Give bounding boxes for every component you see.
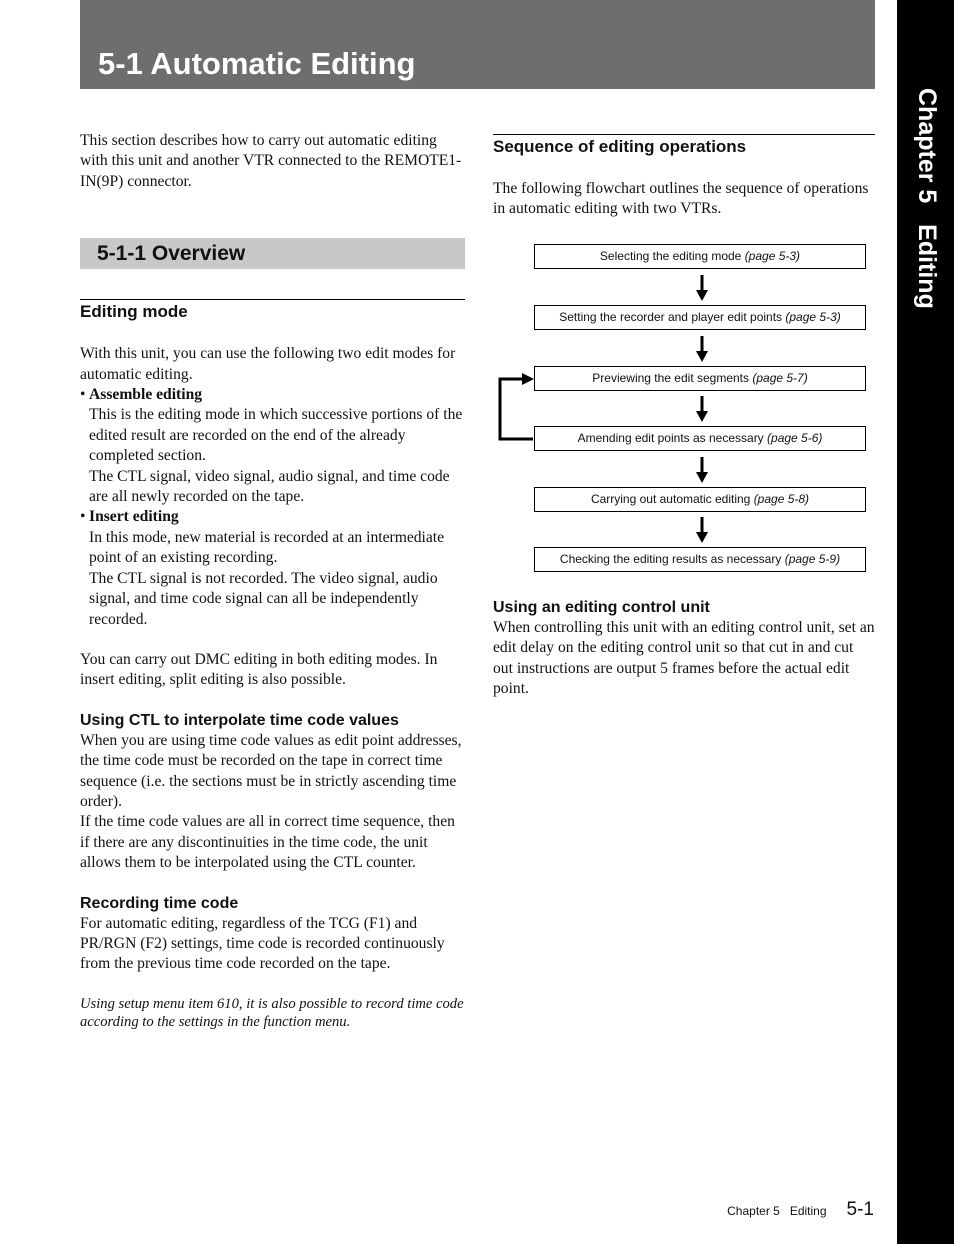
sequence-heading: Sequence of editing operations (493, 134, 875, 157)
insert-bullet (80, 507, 465, 527)
left-column (80, 131, 465, 1032)
flow-arrow-down (695, 336, 709, 362)
recording-time-code-text: For automatic editing, regardless of the TCG (F1) and PR/RGN (F2) settings, time code is recorded continuously from the previous time code recorded on the tape. (80, 914, 445, 973)
assemble-label: Assemble editing (89, 386, 203, 404)
assemble-text-1: This is the editing mode in which successive portions of the edited result are recorded on the end of the already completed section. (89, 406, 463, 465)
footer-chapter: Chapter 5 Editing (727, 1204, 827, 1218)
recording-time-code-heading: Recording time code (80, 894, 239, 912)
editing-mode-heading: Editing mode (80, 299, 465, 322)
chapter-tab-label: Chapter 5 Editing (913, 88, 941, 309)
flow-step-check-results: Checking the editing results as necessary (page 5-9) (534, 547, 866, 572)
page-number: 5-1 (846, 1199, 874, 1220)
bullet-dot: • (80, 508, 86, 526)
insert-text-2: The CTL signal is not recorded. The video signal, audio signal, and time code signal can all be independently recorded. (89, 569, 438, 628)
dmc-paragraph: You can carry out DMC editing in both editing modes. In insert editing, split editing is also possible. (80, 650, 438, 689)
insert-text-1: In this mode, new material is recorded at an intermediate point of an existing recording. (89, 528, 445, 567)
bullet-dot: • (80, 386, 86, 404)
insert-label: Insert editing (89, 508, 179, 526)
flow-step-set-edit-points: Setting the recorder and player edit points (page 5-3) (534, 305, 866, 330)
control-unit-heading: Using an editing control unit (493, 598, 710, 616)
loop-back-arrow (493, 244, 537, 444)
flow-arrow-down (695, 275, 709, 301)
right-column (493, 134, 875, 699)
flow-arrow-down (695, 457, 709, 483)
flow-step-automatic-editing: Carrying out automatic editing (page 5-8) (534, 487, 866, 512)
flow-step-amend: Amending edit points as necessary (page 5-6) (534, 426, 866, 451)
ctl-text-2: If the time code values are all in correct time sequence, then if there are any discontinuities in the time code, the unit allows them to be interpolated using the CTL counter. (80, 813, 455, 872)
flow-step-select-mode: Selecting the editing mode (page 5-3) (534, 244, 866, 269)
page-footer (727, 1199, 874, 1221)
overview-heading-bar (80, 238, 465, 269)
sequence-intro: The following flowchart outlines the sequence of operations in automatic editing with two VTRs. (493, 180, 869, 218)
intro-paragraph: This section describes how to carry out automatic editing with this unit and another VTR connected to the REMOTE1-IN(9P) connector. (80, 132, 462, 190)
setup-menu-note: Using setup menu item 610, it is also possible to record time code according to the settings in the function menu. (80, 995, 464, 1031)
flow-arrow-down (695, 517, 709, 543)
editing-mode-intro: With this unit, you can use the following two edit modes for automatic editing. (80, 345, 456, 383)
assemble-bullet (80, 385, 465, 405)
page-title: 5-1 Automatic Editing (98, 46, 416, 81)
flow-arrow-down (695, 396, 709, 422)
assemble-text-2: The CTL signal, video signal, audio signal, and time code are all newly recorded on the tape. (89, 467, 450, 506)
ctl-text-1: When you are using time code values as edit point addresses, the time code must be recorded on the tape in correct time sequence (i.e. the sections must be in strictly ascending time order). (80, 731, 462, 810)
editing-flowchart (493, 244, 875, 584)
flow-step-preview: Previewing the edit segments (page 5-7) (534, 366, 866, 391)
ctl-heading: Using CTL to interpolate time code values (80, 711, 399, 729)
control-unit-text: When controlling this unit with an editing control unit, set an edit delay on the editing control unit so that cut in and cut out instructions are output 5 frames before the actual edit point. (493, 618, 875, 698)
overview-heading: 5-1-1 Overview (97, 242, 246, 266)
